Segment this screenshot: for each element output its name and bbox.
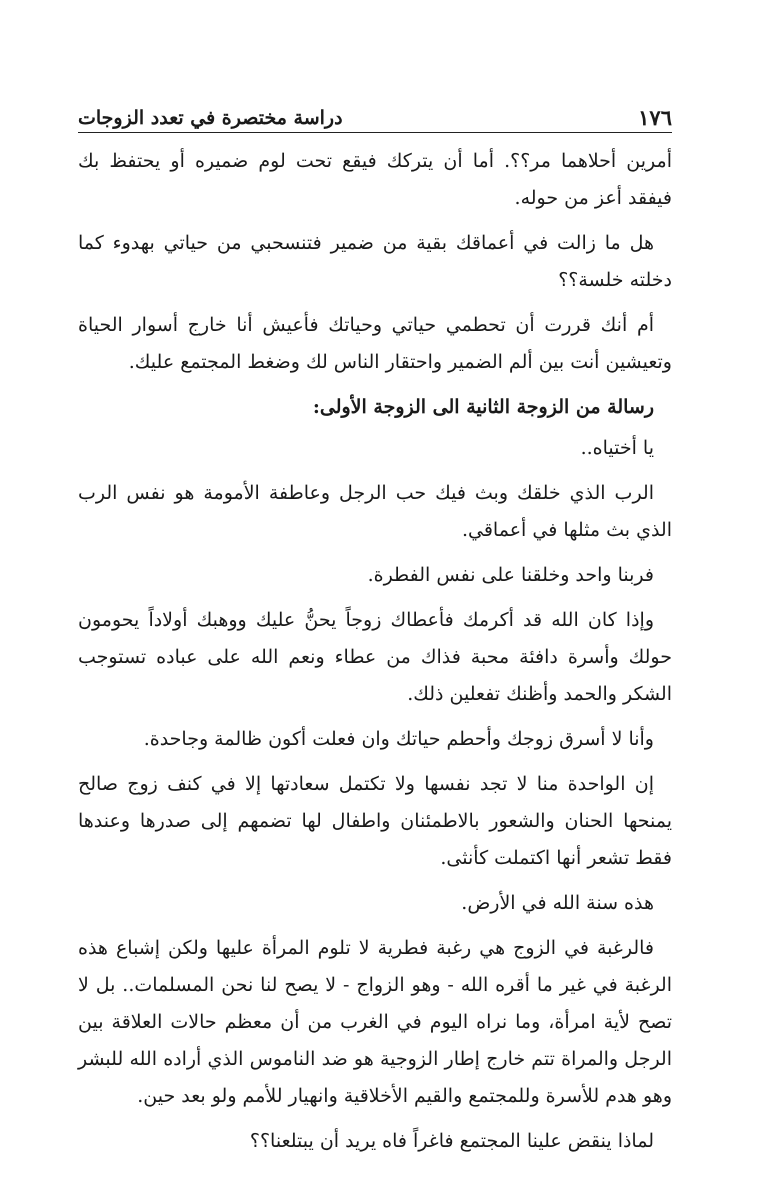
paragraph: أمرين أحلاهما مر؟؟. أما أن يتركك فيقع تحت لوم ضميره أو يحتفظ بك فيفقد أعز من حوله. bbox=[78, 150, 672, 209]
paragraph: وإذا كان الله قد أكرمك فأعطاك زوجاً يحنُّ عليك ووهبك أولاداً يحومون حولك وأسرة دافئة محبة فذاك من عطاء ونعم الله على عباده تستوجب الشكر والحمد وأظنك تفعلين ذلك. bbox=[78, 609, 672, 705]
paragraph: هذه سنة الله في الأرض. bbox=[461, 892, 654, 914]
paragraph: فربنا واحد وخلقنا على نفس الفطرة. bbox=[367, 564, 654, 586]
page-header bbox=[78, 88, 672, 133]
paragraph: لماذا ينقض علينا المجتمع فاغراً فاه يريد أن يبتلعنا؟؟ bbox=[249, 1130, 654, 1152]
paragraph: إن الواحدة منا لا تجد نفسها ولا تكتمل سعادتها إلا في كنف زوج صالح يمنحها الحنان والشعور بالاطمئنان واطفال لها تضمهم إلى صدرها وعندها فقط تشعر أنها اكتملت كأنثى. bbox=[78, 773, 672, 869]
running-title: دراسة مختصرة في تعدد الزوجات bbox=[78, 107, 343, 129]
paragraph: الرب الذي خلقك وبث فيك حب الرجل وعاطفة الأمومة هو نفس الرب الذي بث مثلها في أعماقي. bbox=[78, 482, 672, 541]
section-heading: رسالة من الزوجة الثانية الى الزوجة الأولى: bbox=[312, 396, 654, 418]
paragraph: وأنا لا أسرق زوجك وأحطم حياتك وان فعلت أكون ظالمة وجاحدة. bbox=[143, 728, 654, 750]
paragraph: أم أنك قررت أن تحطمي حياتي وحياتك فأعيش أنا خارج أسوار الحياة وتعيشين أنت بين ألم الضمير واحتقار الناس لك وضغط المجتمع عليك. bbox=[78, 314, 672, 373]
page-body bbox=[78, 143, 672, 1160]
book-page bbox=[78, 88, 672, 1168]
page-number: ١٧٦ bbox=[638, 105, 672, 130]
paragraph: يا أختياه.. bbox=[580, 437, 654, 459]
paragraph: فالرغبة في الزوج هي رغبة فطرية لا تلوم المرأة عليها ولكن إشباع هذه الرغبة في غير ما أقره الله - وهو الزواج - لا يصح لنا نحن المسلمات.. بل لا تصح لأية امرأة، وما نراه اليوم في الغرب من أن معظم حالات العلاقة بين الرجل والمراة تتم خارج إطار الزوجية هو ضد الناموس الذي أراده الله للبشر وهو هدم للأسرة وللمجتمع والقيم الأخلاقية وانهيار للأمم ولو بعد حين. bbox=[78, 937, 672, 1107]
paragraph: هل ما زالت في أعماقك بقية من ضمير فتنسحبي من حياتي بهدوء كما دخلته خلسة؟؟ bbox=[78, 232, 672, 291]
